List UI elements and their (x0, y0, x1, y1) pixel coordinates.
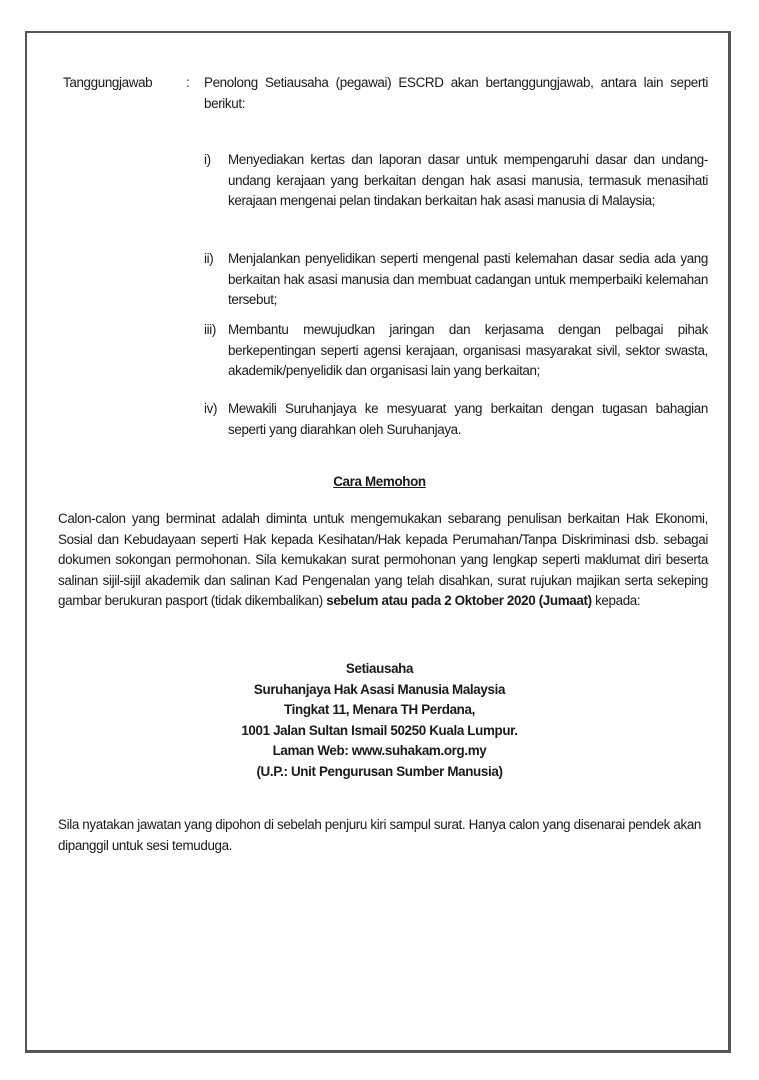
application-paragraph (58, 509, 708, 612)
item-number: i) (204, 152, 211, 167)
item-number: iv) (204, 401, 218, 416)
item-text: Mewakili Suruhanjaya ke mesyuarat yang berkaitan dengan tugasan bahagian seperti yang diarahkan oleh Suruhanjaya. (228, 401, 708, 437)
address-block (0, 659, 759, 782)
deadline-text: sebelum atau pada 2 Oktober 2020 (Jumaat) (326, 593, 592, 608)
how-to-apply-heading: Cara Memohon (333, 474, 426, 489)
address-line: Tingkat 11, Menara TH Perdana, (284, 702, 475, 717)
deadline-tail: kepada: (591, 593, 641, 608)
address-website: Laman Web: www.suhakam.org.my (272, 743, 487, 758)
item-text: Menjalankan penyelidikan seperti mengenal pasti kelemahan dasar sedia ada yang berkaitan hak asasi manusia dan membuat cadangan untuk memperbaiki kelemahan tersebut; (228, 251, 708, 307)
closing-note: Sila nyatakan jawatan yang dipohon di sebelah penjuru kiri sampul surat. Hanya calon yang disenarai pendek akan dipanggil untuk sesi temuduga. (58, 817, 702, 853)
application-text: Calon-calon yang berminat adalah diminta untuk mengemukakan sebarang penulisan berkaitan Hak Ekonomi, Sosial dan Kebudayaan seperti Hak kepada Kesihatan/Hak kepada Perumahan/Tanpa Diskriminasi dsb. sebagai dokumen sokongan permohonan. Sila kemukakan surat permohonan yang lengkap seperti maklumat diri beserta salinan sijil-sijil akademik dan salinan Kad Pengenalan yang telah disahkan, surat rujukan majikan serta sekeping gambar berukuran pasport (tidak dikembalikan) (58, 511, 708, 608)
responsibility-intro: Penolong Setiausaha (pegawai) ESCRD akan bertanggungjawab, antara lain seperti berikut: (204, 75, 708, 111)
address-line: (U.P.: Unit Pengurusan Sumber Manusia) (256, 763, 503, 779)
item-text: Membantu mewujudkan jaringan dan kerjasama dengan pelbagai pihak berkepentingan seperti agensi kerajaan, organisasi masyarakat sivil, sektor swasta, akademik/penyelidik dan organisasi lain yang berkaitan; (228, 322, 708, 378)
item-number: ii) (204, 251, 214, 266)
address-line: Setiausaha (345, 661, 414, 676)
address-line: Suruhanjaya Hak Asasi Manusia Malaysia (253, 681, 506, 697)
item-number: iii) (204, 322, 216, 337)
responsibility-label: Tanggungjawab (63, 75, 153, 90)
label-colon: : (186, 75, 190, 90)
item-text: Menyediakan kertas dan laporan dasar untuk mempengaruhi dasar dan undang-undang kerajaan yang berkaitan dengan hak asasi manusia, termasuk menasihati kerajaan mengenai pelan tindakan berkaitan hak asasi manusia di Malaysia; (228, 152, 708, 208)
section-heading (0, 472, 759, 493)
address-line: 1001 Jalan Sultan Ismail 50250 Kuala Lumpur. (241, 722, 518, 738)
